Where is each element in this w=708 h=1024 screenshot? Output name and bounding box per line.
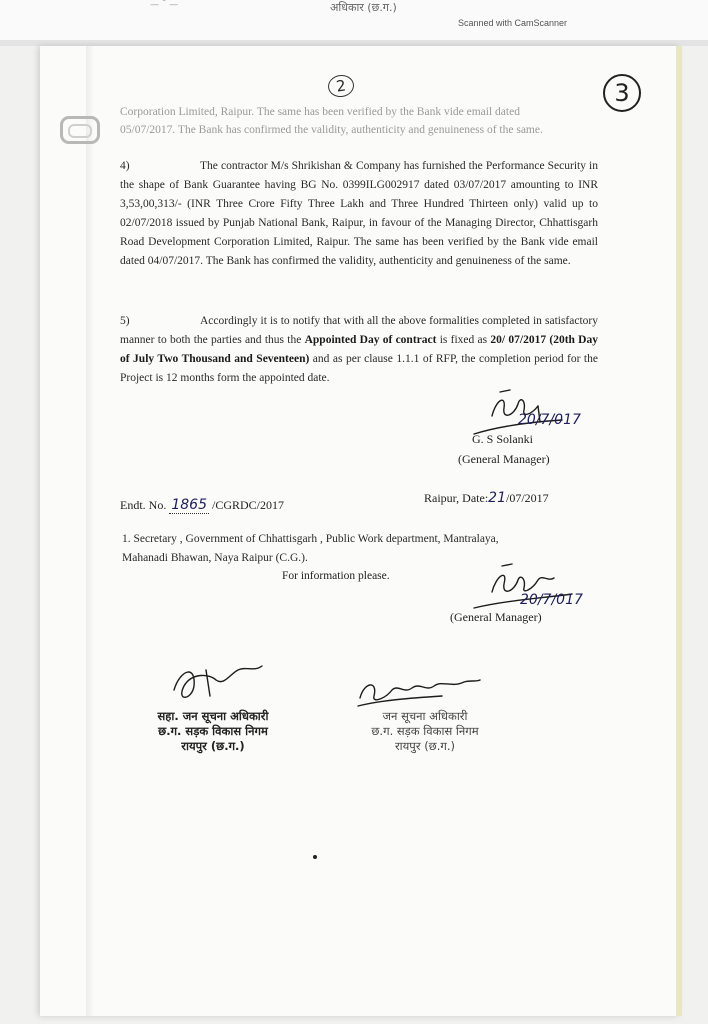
signature-1-date: 20/7/017 — [518, 412, 581, 428]
paragraph-4 — [120, 157, 598, 271]
stamp-left — [138, 709, 288, 754]
stamp-left-signature-icon — [166, 650, 276, 715]
paragraph-5-text-b: is fixed as — [436, 334, 491, 346]
paragraph-5 — [120, 312, 598, 388]
recipient-line-2: Mahanadi Bhawan, Naya Raipur (C.G.). — [122, 552, 308, 564]
endorsement-suffix: /CGRDC/2017 — [211, 498, 284, 512]
top-strip-marks: — ˘ — — [150, 0, 179, 10]
paper-clip-inner-icon — [68, 124, 92, 138]
stamp-left-line-3: रायपुर (छ.ग.) — [181, 739, 245, 753]
sheet-fold-shadow — [86, 46, 94, 1016]
endorsement-prefix: Endt. No. — [120, 498, 167, 512]
for-information-note: For information please. — [282, 570, 390, 582]
stamp-right-line-3: रायपुर (छ.ग.) — [394, 739, 456, 753]
signatory-title-1: (General Manager) — [458, 452, 550, 466]
signatory-title-2: (General Manager) — [450, 610, 542, 624]
top-strip — [0, 0, 708, 41]
endorsement-number — [120, 497, 284, 513]
faded-paragraph-line-1: Corporation Limited, Raipur. The same has been verified by the Bank vide email dated — [120, 106, 520, 118]
stamp-right — [350, 709, 500, 754]
endorsement-handwritten-number: 1865 — [171, 497, 207, 513]
paragraph-4-number: 4) — [120, 160, 130, 172]
paragraph-4-text: The contractor M/s Shrikishan & Company has furnished the Performance Security in the shape of Bank Guarantee having BG No. 0399ILG002917 dated 03/07/2017 amounting to INR 3,53,00,313/- (INR Three Crore Fifty Three Lakh and Three Hundred Thirteen only) valid up to 02/07/2018 issued by Punjab National Bank, Raipur, in favour of the Managing Director, Chhattisgarh Road Development Corporation Limited, Raipur. The same has been verified by the Bank vide email dated 04/07/2017. The Bank has confirmed the validity, authenticity and genuineness of the same. — [120, 160, 598, 267]
stamp-left-line-1: सहा. जन सूचना अधिकारी — [157, 709, 269, 723]
stamp-right-line-1: जन सूचना अधिकारी — [382, 709, 468, 723]
place-date-prefix: Raipur, Date: — [424, 491, 489, 505]
circled-page-number: 3 — [603, 74, 641, 112]
ink-dot — [313, 855, 317, 859]
paragraph-5-text-a: Accordingly it is to notify that with all the above formalities completed in satisfactory manner to both the parties and thus the — [120, 315, 598, 346]
place-date — [424, 490, 549, 506]
sheet-edge — [676, 46, 682, 1016]
paragraph-5-number: 5) — [120, 315, 130, 327]
signatory-name: G. S Solanki — [472, 432, 534, 446]
stamp-right-line-2: छ.ग. सड़क विकास निगम — [371, 724, 479, 738]
appointed-day-label: Appointed Day of contract — [304, 334, 437, 346]
scanner-watermark: Scanned with CamScanner — [458, 18, 568, 28]
stamp-left-line-2: छ.ग. सड़क विकास निगम — [158, 724, 268, 738]
date-suffix: /07/2017 — [506, 491, 549, 505]
recipient-line-1: 1. Secretary , Government of Chhattisgarh , Public Work department, Mantralaya, — [122, 533, 499, 545]
signature-2-date: 20/7/017 — [520, 592, 583, 608]
handwritten-day: 21 — [488, 490, 506, 506]
top-strip-hindi-text: अधिकार (छ.ग.) — [330, 1, 397, 14]
paragraph-5-text-c: and as per clause 1.1.1 of RFP, the completion period for the Project is 12 months form the appointed date. — [120, 353, 598, 384]
handwritten-page-number: 2 — [327, 73, 356, 98]
appointed-date: 20/ 07/2017 (20th Day of July Two Thousand and Seventeen) — [120, 334, 598, 365]
faded-paragraph-line-2: 05/07/2017. The Bank has confirmed the validity, authenticity and genuineness of the same. — [120, 124, 543, 136]
